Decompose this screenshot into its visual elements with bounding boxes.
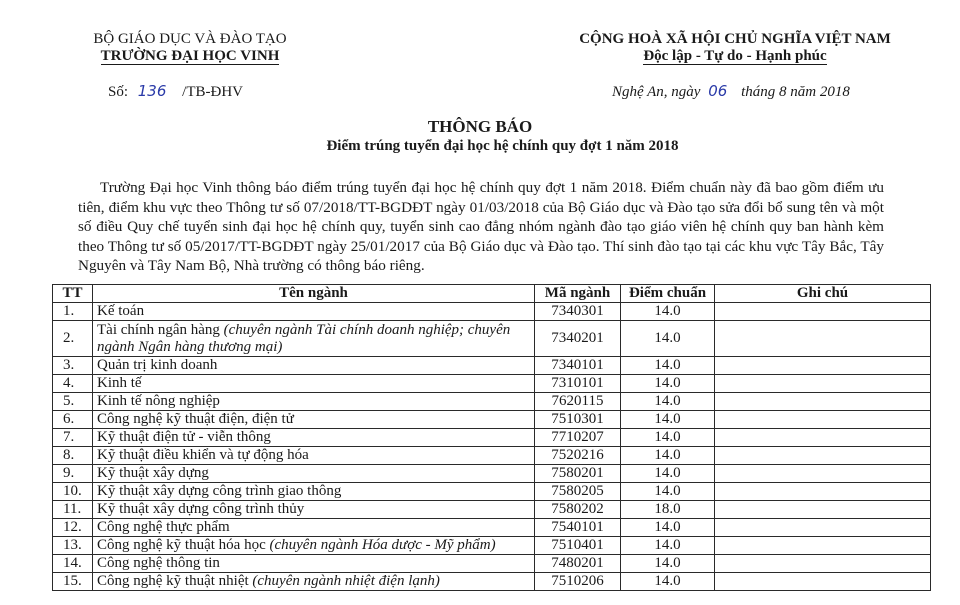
remark-cell — [715, 501, 931, 519]
doc-number-handwritten: 136 — [137, 82, 167, 100]
major-name-cell — [93, 357, 535, 375]
country-name: CỘNG HOÀ XÃ HỘI CHỦ NGHĨA VIỆT NAM — [579, 31, 891, 47]
major-specialization-note: (chuyên ngành Hóa dược - Mỹ phẩm) — [269, 537, 496, 553]
major-name: Công nghệ kỹ thuật hóa học — [97, 537, 270, 553]
cutoff-score: 14.0 — [621, 429, 715, 447]
major-name-cell — [93, 519, 535, 537]
remark-cell — [715, 429, 931, 447]
row-index: 15. — [53, 573, 93, 591]
row-index: 14. — [53, 555, 93, 573]
row-index: 3. — [53, 357, 93, 375]
table-row — [53, 483, 931, 501]
major-code: 7580202 — [535, 501, 621, 519]
notice-subtitle: Điểm trúng tuyển đại học hệ chính quy đợt 1 năm 2018 — [326, 138, 679, 154]
cutoff-score: 14.0 — [621, 357, 715, 375]
date-day-handwritten: 06 — [708, 82, 728, 100]
row-index: 8. — [53, 447, 93, 465]
remark-cell — [715, 555, 931, 573]
major-code: 7310101 — [535, 375, 621, 393]
table-row — [53, 537, 931, 555]
remark-cell — [715, 303, 931, 321]
major-name-cell — [93, 411, 535, 429]
major-name-cell — [93, 555, 535, 573]
table-row — [53, 519, 931, 537]
remark-cell — [715, 483, 931, 501]
cutoff-score: 14.0 — [621, 393, 715, 411]
table-row — [53, 357, 931, 375]
table-row — [53, 375, 931, 393]
ministry-name: BỘ GIÁO DỤC VÀ ĐÀO TẠO — [93, 31, 287, 47]
document-number — [108, 82, 243, 101]
remark-cell — [715, 573, 931, 591]
cutoff-score: 18.0 — [621, 501, 715, 519]
major-name: Kỹ thuật xây dựng công trình giao thông — [97, 483, 342, 499]
notice-title: THÔNG BÁO — [427, 117, 533, 136]
table-row — [53, 501, 931, 519]
cutoff-score: 14.0 — [621, 447, 715, 465]
table-row — [53, 429, 931, 447]
row-index: 12. — [53, 519, 93, 537]
major-name: Kỹ thuật điện tử - viễn thông — [97, 429, 271, 445]
major-code: 7540101 — [535, 519, 621, 537]
table-row — [53, 393, 931, 411]
row-index: 6. — [53, 411, 93, 429]
major-code: 7510401 — [535, 537, 621, 555]
remark-cell — [715, 321, 931, 357]
doc-number-label: Số: — [108, 84, 129, 100]
table-row — [53, 303, 931, 321]
major-name: Quản trị kinh doanh — [97, 357, 218, 373]
major-name-cell — [93, 429, 535, 447]
remark-cell — [715, 447, 931, 465]
notice-paragraph-text: Trường Đại học Vinh thông báo điểm trúng tuyển đại học hệ chính quy đợt 1 năm 2018. Điểm chuẩn này đã bao gồm điểm ưu tiên, điểm khu vực theo Thông tư số 07/2018/TT-BGDĐT ngày 01/03/2018 của Bộ Giáo dục và Đào tạo sửa đổi bổ sung tên và một số điều Quy chế tuyển sinh đại học hệ chính quy, tuyển sinh cao đẳng nhóm ngành đào tạo giáo viên hệ chính quy ban hành kèm theo Thông tư số 05/2017/TT-BGDĐT ngày 25/01/2017 của Bộ Giáo dục và Đào tạo. Thí sinh đào tạo tại các khu vực Tây Bắc, Tây Nguyên và Tây Nam Bộ, Nhà trường có thông báo riêng. — [78, 179, 884, 275]
row-index: 7. — [53, 429, 93, 447]
major-code: 7510206 — [535, 573, 621, 591]
major-specialization-note: (chuyên ngành nhiệt điện lạnh) — [252, 573, 440, 589]
major-name-cell — [93, 573, 535, 591]
table-row — [53, 465, 931, 483]
place-date-suffix: tháng 8 năm 2018 — [741, 84, 850, 100]
admission-score-table — [52, 284, 931, 591]
major-code: 7620115 — [535, 393, 621, 411]
major-name: Công nghệ thông tin — [97, 555, 220, 571]
remark-cell — [715, 465, 931, 483]
col-header-tt: TT — [53, 285, 93, 303]
table-row — [53, 447, 931, 465]
major-name-cell — [93, 447, 535, 465]
university-name — [60, 47, 320, 65]
table-row — [53, 573, 931, 591]
table-row — [53, 321, 931, 357]
row-index: 1. — [53, 303, 93, 321]
major-name-cell — [93, 465, 535, 483]
major-name: Kỹ thuật điều khiển và tự động hóa — [97, 447, 309, 463]
row-index: 10. — [53, 483, 93, 501]
notice-paragraph — [78, 178, 884, 276]
major-name-cell — [93, 537, 535, 555]
row-index: 2. — [53, 321, 93, 357]
remark-cell — [715, 393, 931, 411]
major-name: Kinh tế — [97, 375, 142, 391]
cutoff-score: 14.0 — [621, 303, 715, 321]
col-header-major-name: Tên ngành — [93, 285, 535, 303]
major-code: 7510301 — [535, 411, 621, 429]
row-index: 11. — [53, 501, 93, 519]
national-motto-text: Độc lập - Tự do - Hạnh phúc — [643, 48, 827, 64]
major-name: Công nghệ thực phẩm — [97, 519, 230, 535]
major-name: Kinh tế nông nghiệp — [97, 393, 220, 409]
national-motto — [560, 47, 910, 65]
major-code: 7520216 — [535, 447, 621, 465]
major-name-cell — [93, 393, 535, 411]
major-name-cell — [93, 483, 535, 501]
table-row — [53, 555, 931, 573]
major-code: 7340201 — [535, 321, 621, 357]
major-code: 7580205 — [535, 483, 621, 501]
major-code: 7480201 — [535, 555, 621, 573]
remark-cell — [715, 519, 931, 537]
major-name-cell — [93, 321, 535, 357]
major-name-cell — [93, 303, 535, 321]
cutoff-score: 14.0 — [621, 537, 715, 555]
cutoff-score: 14.0 — [621, 483, 715, 501]
table-row — [53, 411, 931, 429]
major-code: 7580201 — [535, 465, 621, 483]
place-date — [612, 82, 850, 101]
cutoff-score: 14.0 — [621, 321, 715, 357]
cutoff-score: 14.0 — [621, 411, 715, 429]
table-header-row — [53, 285, 931, 303]
remark-cell — [715, 375, 931, 393]
row-index: 5. — [53, 393, 93, 411]
major-name-cell — [93, 501, 535, 519]
major-name-cell — [93, 375, 535, 393]
doc-number-suffix: /TB-ĐHV — [182, 84, 243, 100]
col-header-cutoff-score: Điểm chuẩn — [621, 285, 715, 303]
remark-cell — [715, 357, 931, 375]
cutoff-score: 14.0 — [621, 573, 715, 591]
major-name: Kỹ thuật xây dựng — [97, 465, 209, 481]
major-name: Tài chính ngân hàng — [97, 321, 224, 338]
row-index: 9. — [53, 465, 93, 483]
col-header-major-code: Mã ngành — [535, 285, 621, 303]
cutoff-score: 14.0 — [621, 465, 715, 483]
major-name: Công nghệ kỹ thuật điện, điện tử — [97, 411, 294, 427]
major-code: 7340101 — [535, 357, 621, 375]
major-code: 7340301 — [535, 303, 621, 321]
major-code: 7710207 — [535, 429, 621, 447]
col-header-remarks: Ghi chú — [715, 285, 931, 303]
cutoff-score: 14.0 — [621, 555, 715, 573]
place-date-prefix: Nghệ An, ngày — [612, 84, 701, 100]
row-index: 13. — [53, 537, 93, 555]
major-specialization-note: (chuyên ngành Tài chính doanh nghiệp; chuyên ngành Ngân hàng thương mại) — [97, 321, 511, 355]
remark-cell — [715, 411, 931, 429]
university-name-text: TRƯỜNG ĐẠI HỌC VINH — [100, 48, 280, 64]
remark-cell — [715, 537, 931, 555]
major-name: Kỹ thuật xây dựng công trình thủy — [97, 501, 305, 517]
cutoff-score: 14.0 — [621, 375, 715, 393]
major-name: Công nghệ kỹ thuật nhiệt — [97, 573, 253, 589]
cutoff-score: 14.0 — [621, 519, 715, 537]
major-name: Kế toán — [97, 303, 145, 319]
row-index: 4. — [53, 375, 93, 393]
